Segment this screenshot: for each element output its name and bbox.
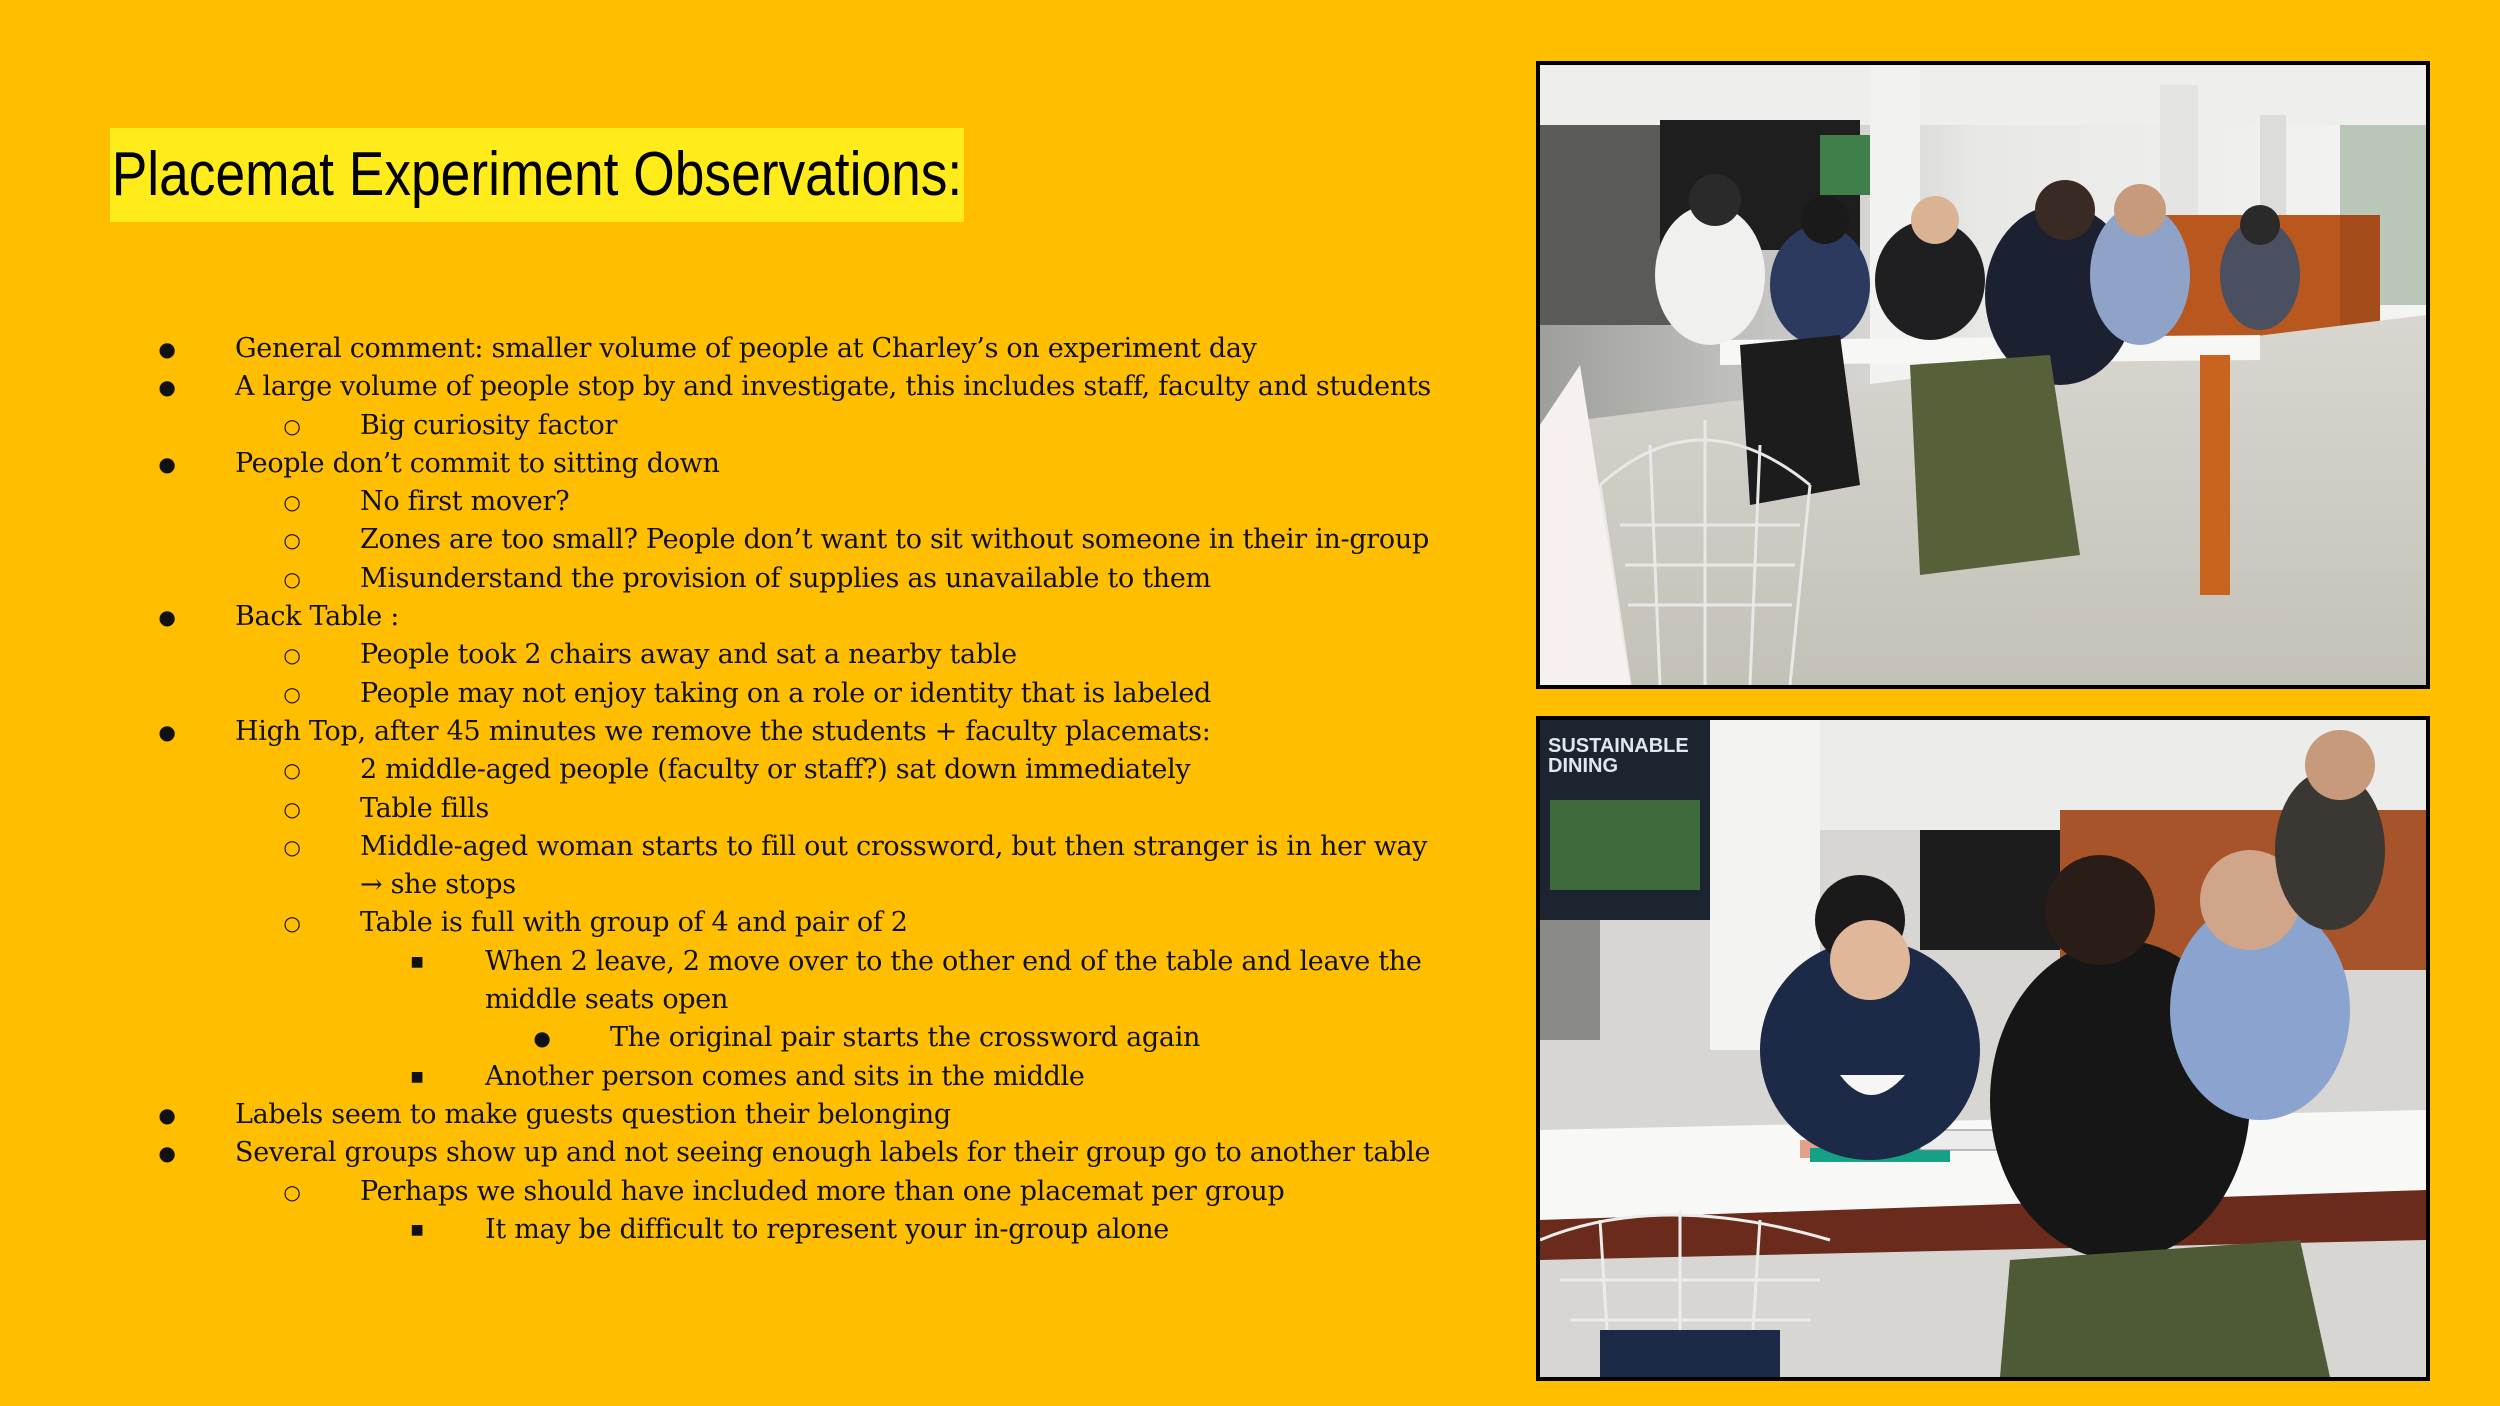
observation-text: High Top, after 45 minutes we remove the students + faculty placemats: [235,715,1211,747]
bullet-marker: ○ [283,834,301,859]
observation-text: Table is full with group of 4 and pair of 2 [360,907,908,939]
observation-item [0,368,1450,406]
observation-item [0,943,1450,981]
cafeteria-photo-top [1536,61,2430,689]
observation-item [0,636,1450,674]
observation-item [0,1134,1450,1172]
bullet-marker: ● [158,451,176,476]
observation-text: People don’t commit to sitting down [235,447,720,479]
observation-item [0,598,1450,636]
sign-text-line2: DINING [1548,755,1618,777]
observation-text: A large volume of people stop by and investigate, this includes staff, faculty and students [235,371,1431,403]
observations-list [0,330,1450,1249]
observation-item [0,904,1450,942]
observation-text: Zones are too small? People don’t want to sit without someone in their in-group [360,524,1429,556]
sign-text-line1: SUSTAINABLE [1548,735,1689,757]
observation-item [0,330,1450,368]
bullet-marker: ○ [283,566,301,591]
observation-text: Misunderstand the provision of supplies as unavailable to them [360,562,1211,594]
bullet-marker: ■ [410,953,424,970]
observation-item [0,407,1450,445]
observation-item [0,483,1450,521]
observation-item [0,828,1450,866]
bullet-marker: ○ [283,758,301,783]
bullet-marker: ○ [283,1179,301,1204]
observation-text: Labels seem to make guests question their belonging [235,1098,951,1130]
bullet-marker: ○ [283,681,301,706]
bullet-marker: ● [158,337,176,361]
observation-item [0,445,1450,483]
slide-title: Placemat Experiment Observations: [110,128,964,222]
observation-item [0,981,1450,1019]
bullet-marker: ○ [283,528,301,553]
observation-text: It may be difficult to represent your in-group alone [485,1213,1169,1245]
observation-item [0,560,1450,598]
observation-text: People took 2 chairs away and sat a nearby table [360,639,1017,671]
bullet-marker: ○ [283,796,301,821]
observation-item [0,1058,1450,1096]
bullet-marker: ● [158,605,176,630]
observation-item [0,1019,1450,1057]
observation-item [0,1211,1450,1249]
observation-text: Another person comes and sits in the middle [485,1060,1085,1092]
observation-text: The original pair starts the crossword again [610,1022,1201,1054]
bullet-marker: ○ [283,413,301,438]
bullet-marker: ● [158,1141,176,1166]
observation-item [0,521,1450,559]
bullet-marker: ○ [283,490,301,515]
observation-text: Table fills [360,792,489,824]
observation-text: Middle-aged woman starts to fill out crossword, but then stranger is in her way [360,830,1428,862]
bullet-marker: ● [158,375,176,400]
observation-text: People may not enjoy taking on a role or identity that is labeled [360,677,1212,709]
bullet-marker: ○ [283,643,301,668]
bullet-marker: ■ [410,1068,424,1085]
observation-text: 2 middle-aged people (faculty or staff?) sat down immediately [360,754,1191,786]
observation-item [0,790,1450,828]
bullet-marker: ● [533,1026,551,1051]
observation-item [0,675,1450,713]
bullet-marker: ● [158,1102,176,1127]
bullet-marker: ● [158,719,176,744]
observation-text: When 2 leave, 2 move over to the other end of the table and leave the [485,945,1422,977]
observation-item [0,1173,1450,1211]
observation-item [0,751,1450,789]
observation-text: → she stops [360,869,516,901]
observation-item [0,866,1450,904]
observation-text: middle seats open [485,984,729,1016]
observation-text: Several groups show up and not seeing enough labels for their group go to another table [235,1137,1431,1169]
observation-text: No first mover? [360,486,570,518]
observation-item [0,713,1450,751]
bullet-marker: ■ [410,1221,424,1238]
cafeteria-photo-bottom [1536,716,2430,1381]
bullet-marker: ○ [283,911,301,936]
observation-item [0,1096,1450,1134]
observation-text: General comment: smaller volume of people at Charley’s on experiment day [235,333,1257,364]
observation-text: Back Table : [235,601,399,633]
observation-text: Perhaps we should have included more than one placemat per group [360,1175,1285,1207]
observation-text: Big curiosity factor [360,409,618,441]
